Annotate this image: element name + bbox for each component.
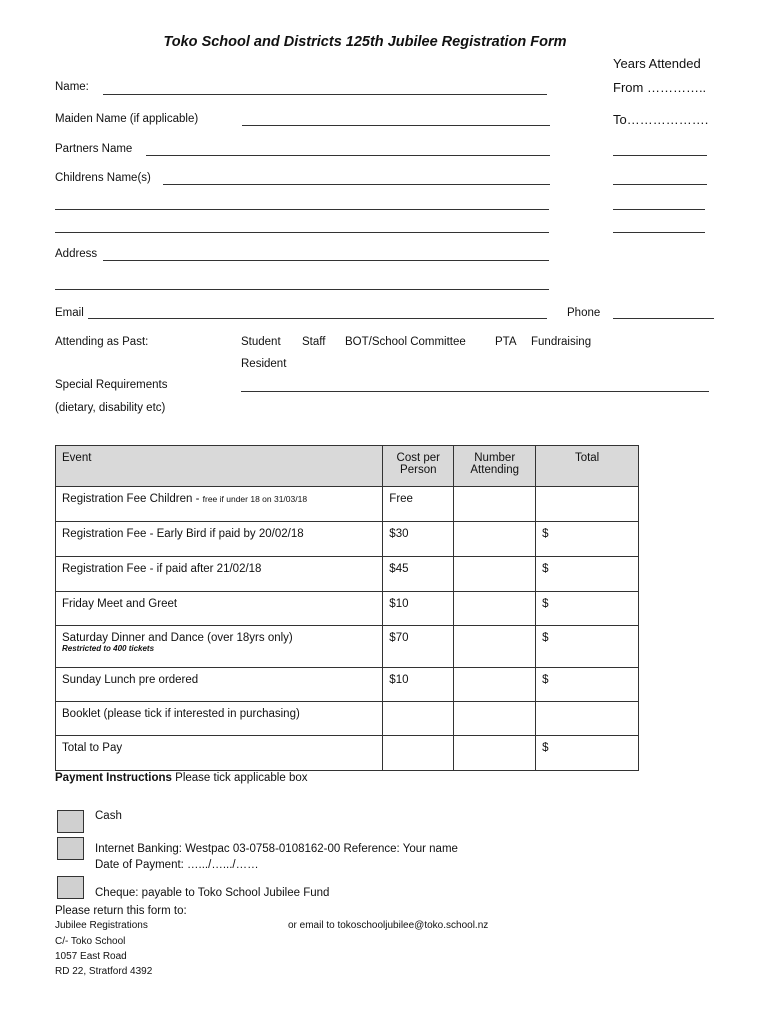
attending-label: Attending as Past:	[55, 336, 149, 348]
total-cell[interactable]: $	[536, 557, 639, 592]
event-cell: Registration Fee - if paid after 21/02/18	[56, 557, 383, 592]
cost-cell: $45	[383, 557, 454, 592]
table-row	[56, 487, 639, 522]
return-line-2: C/- Toko School	[55, 936, 126, 947]
cost-cell: Free	[383, 487, 454, 522]
childrens-input-3[interactable]	[55, 232, 549, 233]
event-name: Saturday Dinner and Dance (over 18yrs only)	[62, 632, 293, 644]
childrens-input-2[interactable]	[55, 209, 549, 210]
header-number: Number Attending	[454, 446, 536, 487]
table-row	[56, 557, 639, 592]
cost-cell	[383, 736, 454, 771]
phone-label: Phone	[567, 307, 601, 319]
cash-label: Cash	[95, 810, 122, 822]
number-cell[interactable]	[454, 557, 536, 592]
total-cell[interactable]: $	[536, 736, 639, 771]
total-cell[interactable]: $	[536, 626, 639, 668]
number-cell[interactable]	[454, 736, 536, 771]
event-cell: Booklet (please tick if interested in purchasing)	[56, 702, 383, 736]
event-subnote: Restricted to 400 tickets	[62, 644, 155, 653]
years-line-2[interactable]	[613, 184, 707, 185]
cost-cell: $10	[383, 592, 454, 626]
table-header-row	[56, 446, 639, 487]
attending-option-staff[interactable]: Staff	[302, 336, 326, 348]
header-event: Event	[56, 446, 383, 487]
years-from: From …………..	[613, 80, 707, 95]
attending-option-fundraising[interactable]: Fundraising	[531, 336, 592, 348]
table-row	[56, 736, 639, 771]
total-cell[interactable]	[536, 702, 639, 736]
attending-option-bot[interactable]: BOT/School Committee	[345, 336, 466, 348]
cheque-checkbox[interactable]	[57, 876, 84, 899]
maiden-label: Maiden Name (if applicable)	[55, 113, 199, 125]
return-email: or email to tokoschooljubilee@toko.school.nz	[288, 920, 489, 931]
event-cell	[56, 487, 383, 522]
payment-instruction-text: Please tick applicable box	[175, 772, 308, 784]
header-total: Total	[536, 446, 639, 487]
number-cell[interactable]	[454, 626, 536, 668]
address-label: Address	[55, 248, 98, 260]
table-row	[56, 592, 639, 626]
phone-input[interactable]	[613, 318, 714, 319]
table-row	[56, 626, 639, 668]
total-cell[interactable]: $	[536, 668, 639, 702]
event-cell: Friday Meet and Greet	[56, 592, 383, 626]
cost-cell: $30	[383, 522, 454, 557]
years-attended-heading: Years Attended	[613, 56, 701, 71]
internet-banking-label: Internet Banking: Westpac 03-0758-0108162-00 Reference: Your name	[95, 843, 458, 855]
event-cell: Sunday Lunch pre ordered	[56, 668, 383, 702]
number-cell[interactable]	[454, 487, 536, 522]
payment-date-label: Date of Payment: ….../….../……	[95, 859, 259, 871]
cash-checkbox[interactable]	[57, 810, 84, 833]
return-line-1: Jubilee Registrations	[55, 920, 148, 931]
years-line-1[interactable]	[613, 155, 707, 156]
return-heading: Please return this form to:	[55, 905, 187, 917]
cost-cell: $70	[383, 626, 454, 668]
event-name: Registration Fee Children -	[62, 493, 203, 505]
number-cell[interactable]	[454, 668, 536, 702]
total-cell[interactable]: $	[536, 522, 639, 557]
email-input[interactable]	[88, 318, 547, 319]
partners-input[interactable]	[146, 155, 550, 156]
attending-option-pta[interactable]: PTA	[495, 336, 517, 348]
special-sublabel: (dietary, disability etc)	[55, 402, 166, 414]
special-label: Special Requirements	[55, 379, 168, 391]
cost-cell	[383, 702, 454, 736]
cost-cell: $10	[383, 668, 454, 702]
payment-instructions	[55, 772, 308, 784]
return-line-4: RD 22, Stratford 4392	[55, 966, 153, 977]
address-input-2[interactable]	[55, 289, 549, 290]
name-label: Name:	[55, 81, 89, 93]
maiden-input[interactable]	[242, 125, 550, 126]
event-cell: Registration Fee - Early Bird if paid by 20/02/18	[56, 522, 383, 557]
table-row	[56, 522, 639, 557]
attending-option-student[interactable]: Student	[241, 336, 281, 348]
number-cell[interactable]	[454, 522, 536, 557]
number-cell[interactable]	[454, 592, 536, 626]
years-line-4[interactable]	[613, 232, 705, 233]
event-table	[55, 445, 639, 771]
event-cell	[56, 626, 383, 668]
table-row	[56, 668, 639, 702]
form-title: Toko School and Districts 125th Jubilee Registration Form	[163, 34, 567, 50]
internet-banking-checkbox[interactable]	[57, 837, 84, 860]
name-input[interactable]	[103, 94, 547, 95]
total-cell[interactable]: $	[536, 592, 639, 626]
event-cell: Total to Pay	[56, 736, 383, 771]
total-cell[interactable]	[536, 487, 639, 522]
header-cost: Cost per Person	[383, 446, 454, 487]
partners-label: Partners Name	[55, 143, 133, 155]
table-row	[56, 702, 639, 736]
event-note: free if under 18 on 31/03/18	[202, 494, 308, 504]
payment-heading: Payment Instructions	[55, 772, 172, 784]
attending-option-resident[interactable]: Resident	[241, 358, 287, 370]
childrens-label: Childrens Name(s)	[55, 172, 151, 184]
cheque-label: Cheque: payable to Toko School Jubilee Fund	[95, 887, 330, 899]
childrens-input[interactable]	[163, 184, 550, 185]
number-cell[interactable]	[454, 702, 536, 736]
address-input[interactable]	[103, 260, 549, 261]
years-to: To……………….	[613, 112, 709, 127]
return-line-3: 1057 East Road	[55, 951, 127, 962]
email-label: Email	[55, 307, 84, 319]
years-line-3[interactable]	[613, 209, 705, 210]
special-input[interactable]	[241, 391, 709, 392]
